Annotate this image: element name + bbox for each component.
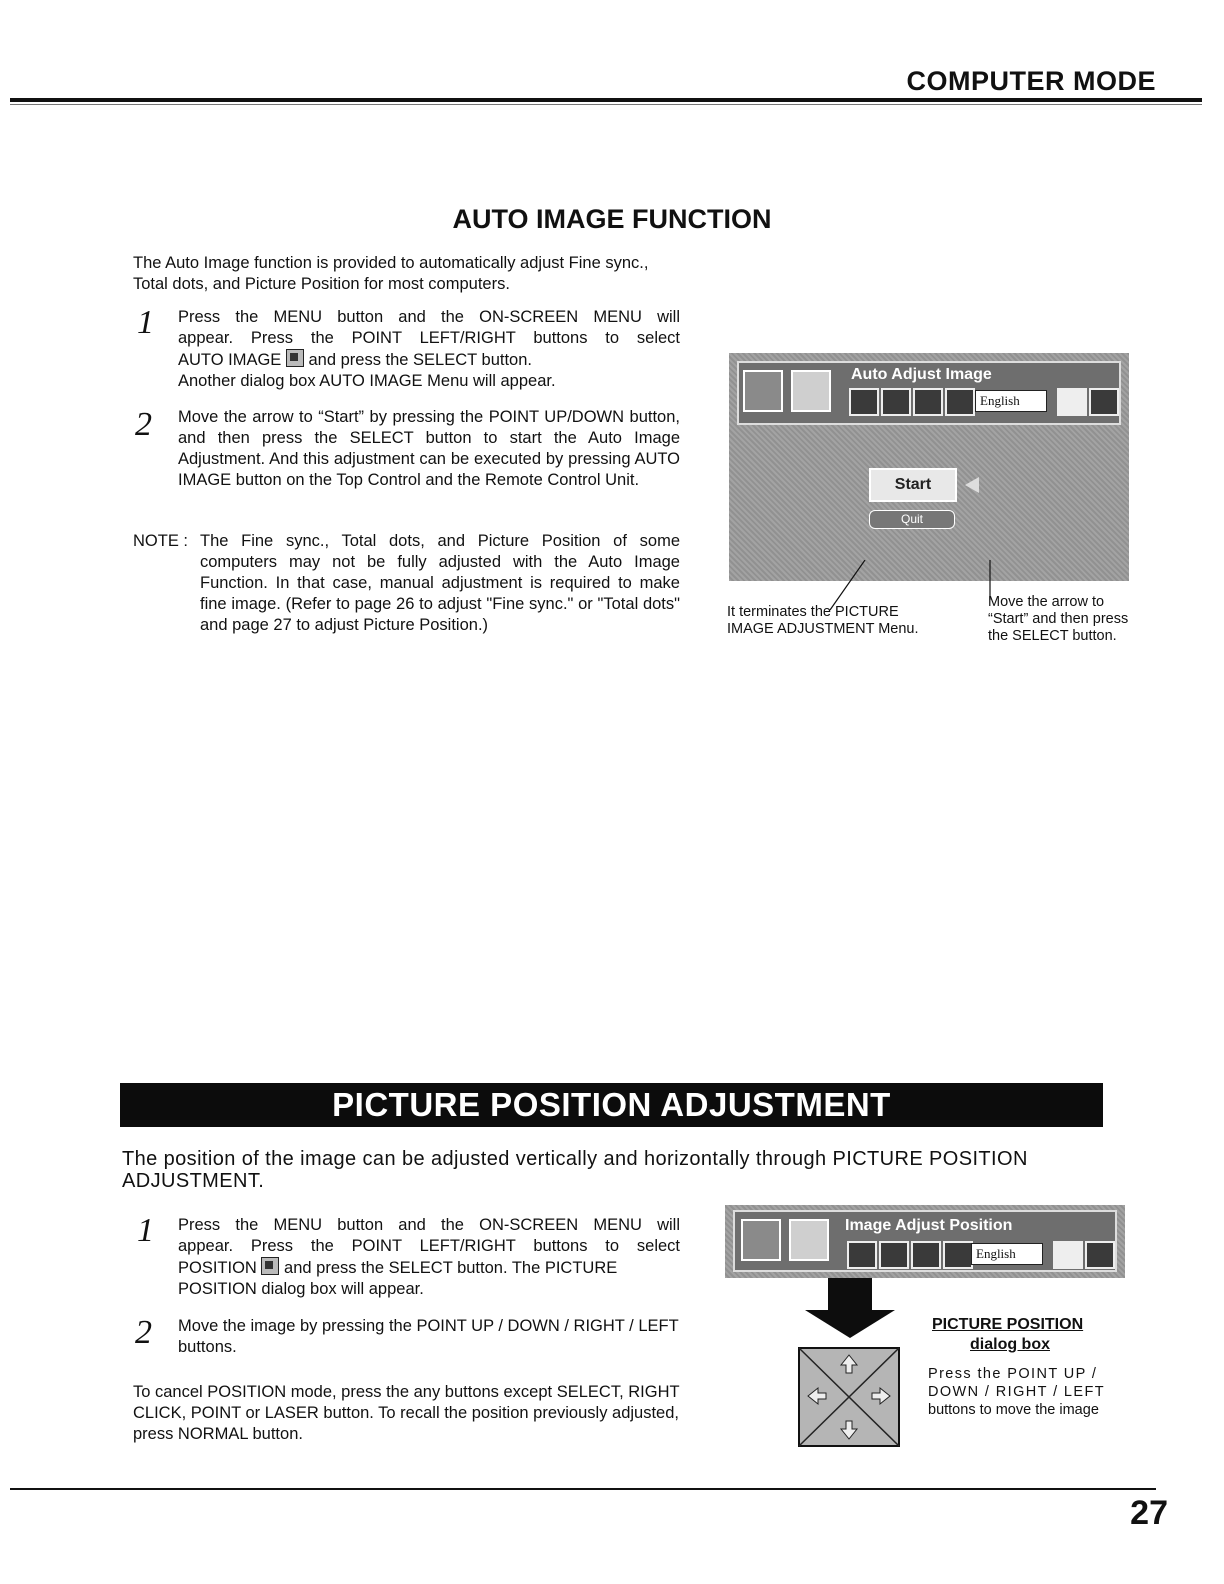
dialog-caption: DOWN / RIGHT / LEFT [928, 1384, 1105, 1400]
step-text: AUTO IMAGE [178, 351, 282, 369]
auto-image-icon [849, 388, 879, 416]
dialog-caption: Press the POINT UP / [928, 1366, 1098, 1382]
step-line: appear. Press the POINT LEFT/RIGHT buttons to select [178, 329, 680, 347]
position-icon [261, 1257, 279, 1275]
bulb-icon [943, 1241, 973, 1269]
auto-image-title: AUTO IMAGE FUNCTION [452, 204, 772, 234]
note-label: NOTE : [133, 532, 189, 550]
footer-rule [10, 1488, 1156, 1490]
caption-quit: It terminates the PICTURE IMAGE ADJUSTMENT Menu. [727, 604, 919, 637]
auto-image-intro: The Auto Image function is provided to automatically adjust Fine sync., Total dots, and Picture Position for most computers. [133, 254, 649, 293]
picture-position-title: PICTURE POSITION ADJUSTMENT [120, 1083, 1103, 1127]
down-arrow-icon [805, 1278, 895, 1340]
projector-icon [1089, 388, 1119, 416]
position-osd-screenshot [725, 1205, 1125, 1278]
screen-icon [1053, 1241, 1083, 1269]
auto-adjust-osd-screenshot [729, 353, 1129, 581]
picture-position-step2: Move the image by pressing the POINT UP / DOWN / RIGHT / LEFT buttons. [178, 1317, 679, 1356]
cancel-text: To cancel POSITION mode, press the any buttons except SELECT, RIGHT CLICK, POINT or LASER button. To recall the position previously adjusted, press NORMAL button. [133, 1383, 680, 1443]
step-text: and press the SELECT button. The PICTURE [284, 1259, 618, 1277]
header-rule [10, 98, 1202, 102]
auto-image-icon [847, 1241, 877, 1269]
step-text: POSITION [178, 1259, 257, 1277]
step-line [178, 1257, 680, 1279]
auto-image-step1 [178, 307, 680, 392]
monitor-icon [789, 1219, 829, 1261]
pointer-arrow-icon [965, 477, 979, 493]
osd-title: Image Adjust Position [845, 1217, 1013, 1234]
screen-icon [1057, 388, 1087, 416]
position-icon [911, 1241, 941, 1269]
auto-image-icon [286, 349, 304, 367]
osd-title: Auto Adjust Image [851, 366, 992, 383]
caption-start: Move the arrow to “Start” and then press the SELECT button. [988, 594, 1129, 644]
step-line: POSITION dialog box will appear. [178, 1280, 424, 1298]
step-line [178, 349, 680, 371]
step-line: Press the MENU button and the ON-SCREEN MENU will [178, 308, 680, 326]
header-rule-thin [10, 104, 1202, 105]
step-line: Press the MENU button and the ON-SCREEN MENU will [178, 1216, 680, 1234]
step-number: 2 [135, 1314, 152, 1351]
language-field: English [975, 390, 1047, 412]
color-icon [879, 1241, 909, 1269]
computer-mode-icon [741, 1219, 781, 1261]
dialog-label: dialog box [970, 1336, 1050, 1353]
monitor-icon [791, 370, 831, 412]
page-number: 27 [1130, 1494, 1168, 1532]
computer-mode-icon [743, 370, 783, 412]
step-number: 1 [137, 1212, 154, 1249]
step-line: appear. Press the POINT LEFT/RIGHT buttons to select [178, 1237, 680, 1255]
auto-image-step2: Move the arrow to “Start” by pressing the POINT UP/DOWN button, and then press the SELECT button to start the Auto Image Adjustment. And this adjustment can be executed by pressing AUTO IMAGE button on the Top Control and the Remote Control Unit. [178, 408, 680, 489]
position-dialog-box [798, 1347, 900, 1447]
step-number: 2 [135, 406, 152, 443]
quit-button: Quit [869, 510, 955, 529]
step-text: and press the SELECT button. [308, 351, 532, 369]
picture-position-intro: The position of the image can be adjusted vertically and horizontally through PICTURE POSITION ADJUSTMENT. [122, 1148, 1028, 1192]
dialog-label: PICTURE POSITION [932, 1316, 1084, 1333]
color-icon [881, 388, 911, 416]
dialog-caption: buttons to move the image [928, 1402, 1099, 1418]
note-text: The Fine sync., Total dots, and Picture Position of some computers may not be fully adjusted with the Auto Image Function. In that case, manual adjustment is required to make fine image. (Refer to page 26 to adjust "Fine sync." or "Total dots" and page 27 to adjust Picture Position.) [200, 532, 680, 634]
step-line: Another dialog box AUTO IMAGE Menu will appear. [178, 372, 556, 390]
start-button: Start [869, 468, 957, 502]
projector-icon [1085, 1241, 1115, 1269]
section-header: COMPUTER MODE [906, 66, 1156, 96]
picture-position-step1 [178, 1215, 680, 1300]
step-number: 1 [137, 304, 154, 341]
bulb-icon [945, 388, 975, 416]
position-icon [913, 388, 943, 416]
language-field: English [971, 1243, 1043, 1265]
